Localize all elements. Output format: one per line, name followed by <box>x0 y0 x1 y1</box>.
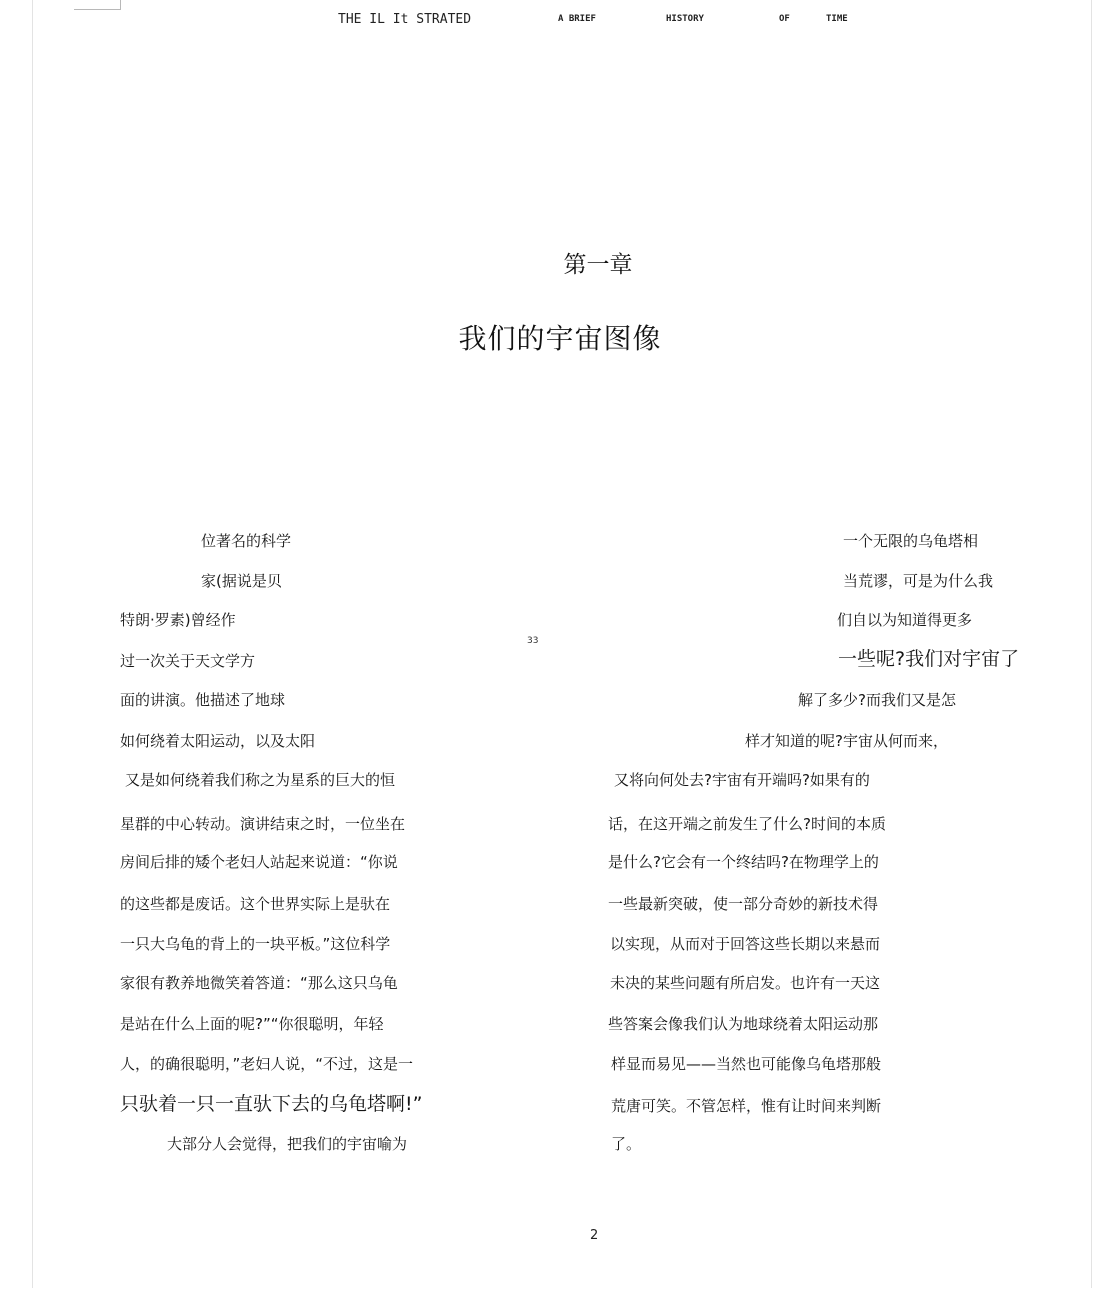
crop-corner-mark <box>74 0 121 10</box>
right-column-line: 未决的某些问题有所启发。也许有一天这 <box>610 974 881 992</box>
left-column-line: 面的讲演。他描述了地球 <box>120 691 286 709</box>
right-column-line: 又将向何处去?宇宙有开端吗?如果有的 <box>614 771 870 789</box>
left-column-line: 星群的中心转动。演讲结束之时，一位坐在 <box>120 815 406 833</box>
left-column-line: 大部分人会觉得，把我们的宇宙喻为 <box>167 1135 408 1153</box>
right-column-line: 一个无限的乌龟塔相 <box>843 532 979 550</box>
left-column-line: 家(据说是贝 <box>201 572 282 590</box>
running-header-a-brief: A BRIEF <box>558 14 596 24</box>
right-column-line: 一些最新突破，使一部分奇妙的新技术得 <box>608 895 879 913</box>
chapter-number: 第一章 <box>563 252 633 278</box>
left-column-line: 又是如何绕着我们称之为星系的巨大的恒 <box>125 771 396 789</box>
right-column-line: 话，在这开端之前发生了什么?时间的本质 <box>608 815 886 833</box>
left-column-line: 特朗·罗素)曾经作 <box>120 611 236 629</box>
right-column-line: 样显而易见——当然也可能像乌龟塔那般 <box>611 1055 882 1073</box>
running-header-time: TIME <box>826 14 848 24</box>
right-column-line: 解了多少?而我们又是怎 <box>798 691 956 709</box>
right-column-line: 以实现，从而对于回答这些长期以来悬而 <box>610 935 881 953</box>
right-column-line: 荒唐可笑。不管怎样，惟有让时间来判断 <box>611 1097 882 1115</box>
left-column-line: 只驮着一只一直驮下去的乌龟塔啊!” <box>120 1093 423 1115</box>
left-column-line: 的这些都是废话。这个世界实际上是驮在 <box>120 895 391 913</box>
center-mark: 33 <box>527 636 539 646</box>
right-column-line: 是什么?它会有一个终结吗?在物理学上的 <box>608 853 879 871</box>
page-number: 2 <box>590 1228 599 1243</box>
left-column-line: 如何绕着太阳运动，以及太阳 <box>120 732 316 750</box>
left-column-line: 位著名的科学 <box>201 532 292 550</box>
right-column-line: 些答案会像我们认为地球绕着太阳运动那 <box>608 1015 879 1033</box>
left-column-line: 人，的确很聪明，”老妇人说，“不过，这是一 <box>120 1055 414 1073</box>
running-header-of: OF <box>779 14 790 24</box>
left-column-line: 家很有教养地微笑着答道：“那么这只乌龟 <box>120 974 398 992</box>
running-header-illustrated: THE IL It STRATED <box>338 12 472 27</box>
running-header-history: HISTORY <box>666 14 704 24</box>
left-column-line: 一只大乌龟的背上的一块平板。”这位科学 <box>120 935 391 953</box>
left-column-line: 过一次关于天文学方 <box>120 652 256 670</box>
chapter-title: 我们的宇宙图像 <box>458 322 662 355</box>
left-column-line: 是站在什么上面的呢?”“你很聪明，年轻 <box>120 1015 384 1033</box>
right-column-line: 了。 <box>611 1135 642 1153</box>
right-column-line: 当荒谬，可是为什么我 <box>843 572 994 590</box>
right-column-line: 样才知道的呢?宇宙从何而来， <box>745 732 948 750</box>
left-column-line: 房间后排的矮个老妇人站起来说道：“你说 <box>120 853 398 871</box>
right-column-line: 一些呢?我们对宇宙了 <box>838 648 1020 670</box>
right-column-line: 们自以为知道得更多 <box>837 611 973 629</box>
